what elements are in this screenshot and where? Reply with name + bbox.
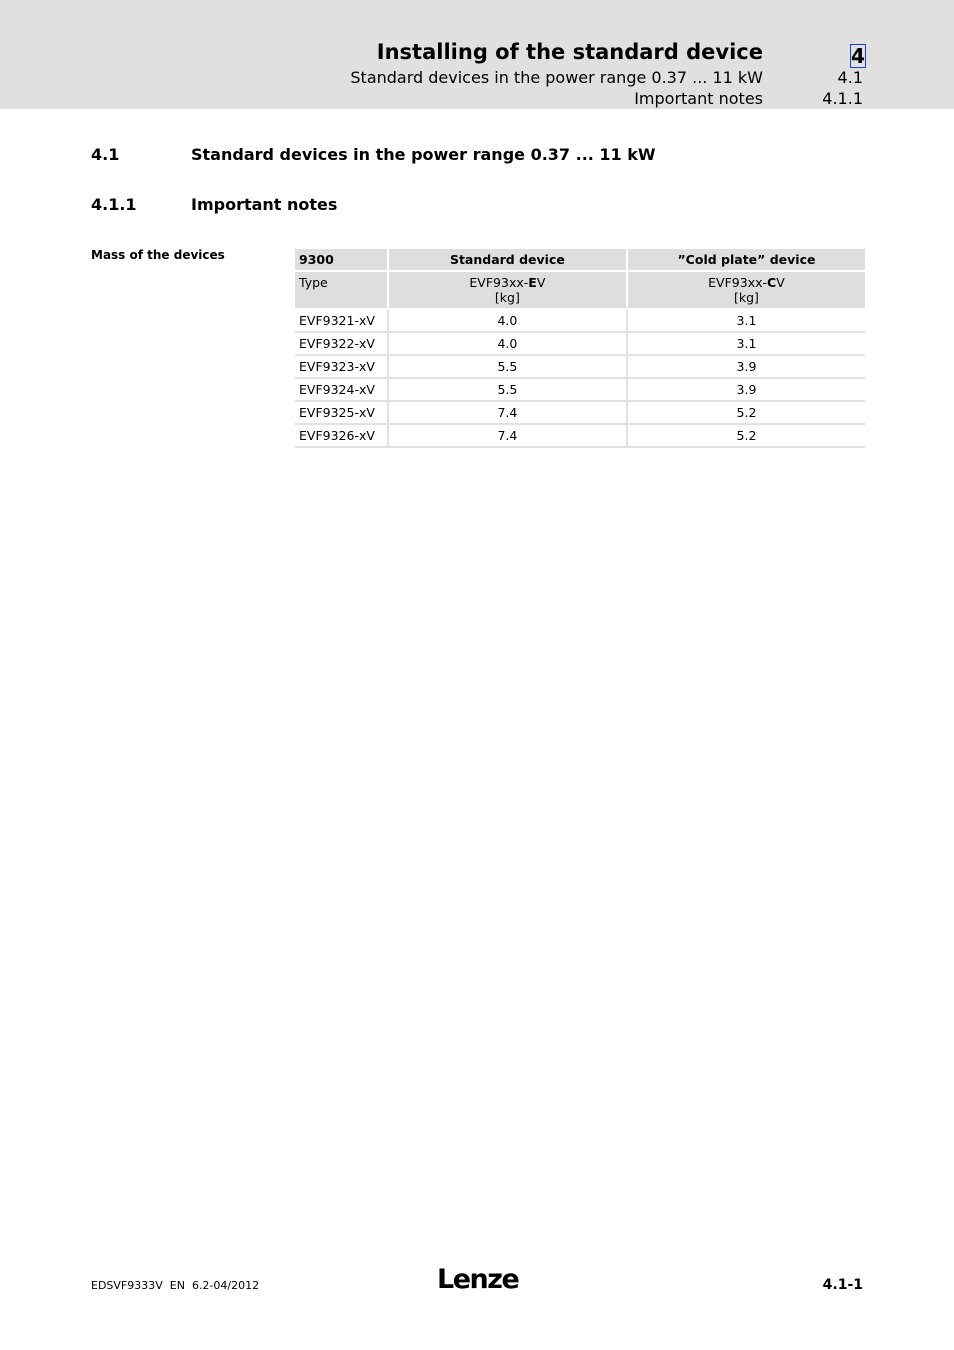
type-label: Type <box>295 271 388 309</box>
coldplate-mass-cell: 3.9 <box>627 378 865 401</box>
table-row <box>295 309 865 332</box>
table-row <box>295 378 865 401</box>
table-row <box>295 401 865 424</box>
heading-2-number: 4.1.1 <box>91 195 137 214</box>
chapter-number-link[interactable]: 4 <box>851 44 865 68</box>
type-code: C <box>767 275 777 290</box>
table-header-cell: 9300 <box>295 249 388 271</box>
lenze-logo: Lenze <box>437 1264 519 1295</box>
unit-label: [kg] <box>734 290 759 305</box>
header-section-number: 4.1 <box>837 68 863 87</box>
coldplate-mass-cell: 3.9 <box>627 355 865 378</box>
type-cell: EVF9326-xV <box>295 424 388 447</box>
table-row <box>295 332 865 355</box>
type-cell: EVF9321-xV <box>295 309 388 332</box>
chapter-title: Installing of the standard device <box>376 40 763 64</box>
coldplate-mass-cell: 3.1 <box>627 332 865 355</box>
coldplate-mass-cell: 5.2 <box>627 401 865 424</box>
standard-mass-cell: 5.5 <box>388 355 627 378</box>
header-subsection-title: Important notes <box>634 89 763 108</box>
table-row <box>295 424 865 447</box>
table-header-row <box>295 249 865 271</box>
table-subheader-row <box>295 271 865 309</box>
footer-doc-id: EDSVF9333V EN 6.2-04/2012 <box>91 1279 260 1292</box>
unit-label: [kg] <box>494 290 520 305</box>
type-cell: EVF9324-xV <box>295 378 388 401</box>
table-header-cell: Standard device <box>388 249 627 271</box>
standard-mass-cell: 7.4 <box>388 401 627 424</box>
type-prefix: EVF93xx- <box>469 275 529 290</box>
coldplate-mass-cell: 3.1 <box>627 309 865 332</box>
type-cell: EVF9322-xV <box>295 332 388 355</box>
standard-mass-cell: 4.0 <box>388 309 627 332</box>
header-subsection-number: 4.1.1 <box>822 89 863 108</box>
standard-type-cell <box>388 271 627 309</box>
standard-mass-cell: 5.5 <box>388 378 627 401</box>
type-cell: EVF9323-xV <box>295 355 388 378</box>
side-label: Mass of the devices <box>91 248 225 262</box>
type-suffix: V <box>536 275 546 290</box>
standard-mass-cell: 4.0 <box>388 332 627 355</box>
mass-table <box>295 249 865 448</box>
type-code: E <box>528 275 537 290</box>
table-header-cell: ”Cold plate” device <box>627 249 865 271</box>
type-prefix: EVF93xx- <box>708 275 768 290</box>
header-section-title: Standard devices in the power range 0.37 ... 11 kW <box>350 68 763 87</box>
heading-2-title: Important notes <box>191 195 338 214</box>
heading-1-title: Standard devices in the power range 0.37 ... 11 kW <box>191 145 656 164</box>
heading-1-number: 4.1 <box>91 145 120 164</box>
coldplate-mass-cell: 5.2 <box>627 424 865 447</box>
footer-page-number: 4.1-1 <box>822 1277 863 1293</box>
coldplate-type-cell <box>627 271 865 309</box>
table-row <box>295 355 865 378</box>
type-cell: EVF9325-xV <box>295 401 388 424</box>
standard-mass-cell: 7.4 <box>388 424 627 447</box>
type-suffix: V <box>776 275 785 290</box>
